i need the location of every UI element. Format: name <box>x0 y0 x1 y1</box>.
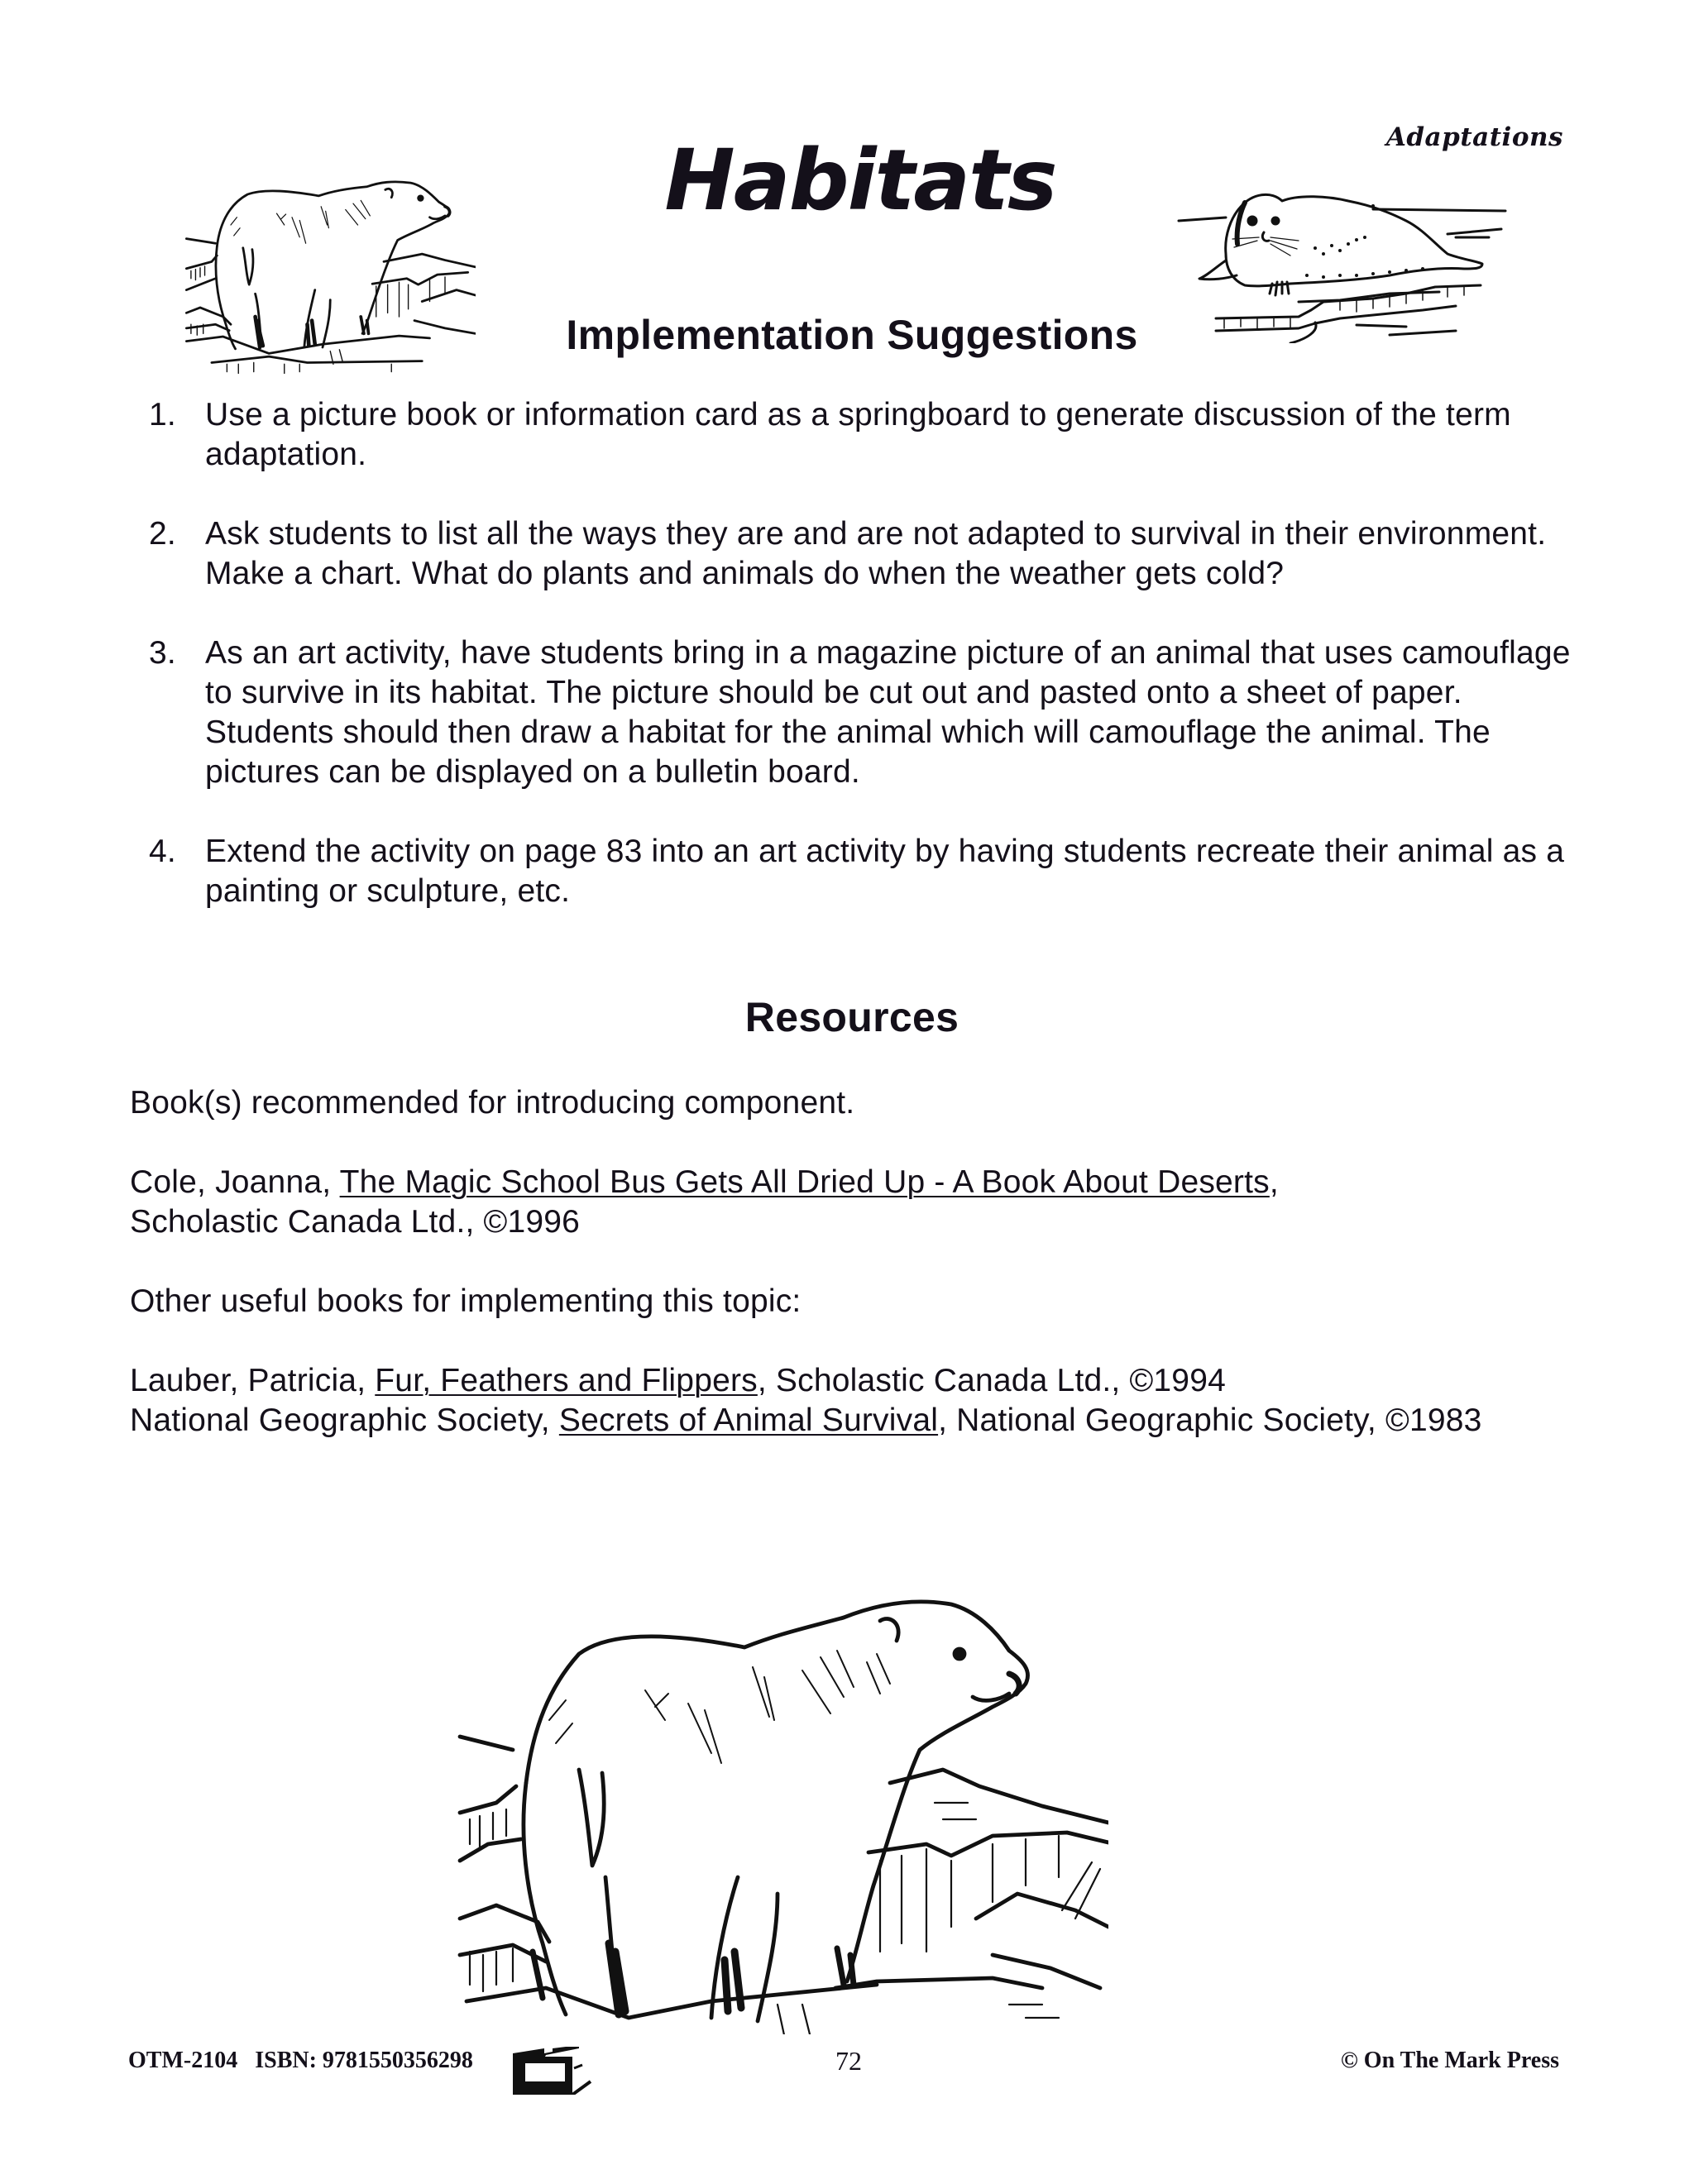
other-books-list <box>130 1361 1586 1441</box>
implementation-list <box>149 395 1572 951</box>
polar-bear-large-illustration <box>447 1571 1108 2034</box>
publisher-credit: © On The Mark Press <box>1340 2048 1559 2073</box>
citation-punct: , <box>1269 1164 1279 1200</box>
citation-publisher: Scholastic Canada Ltd., ©1996 <box>130 1204 581 1240</box>
resources-section <box>130 1083 1586 1480</box>
citation-title: Secrets of Animal Survival <box>558 1403 939 1438</box>
section-tag: Adaptations <box>1385 122 1563 152</box>
footer-product-info <box>128 2049 473 2072</box>
page-title: Habitats <box>664 131 1056 230</box>
recommended-book-citation <box>130 1163 1586 1242</box>
citation-rest: , National Geographic Society, ©1983 <box>938 1403 1482 1438</box>
list-item-text: Extend the activity on page 83 into an art activity by having students recreate their animal as a painting or sculpture, etc. <box>205 834 1565 909</box>
list-item-text: As an art activity, have students bring in a magazine picture of an animal that uses camouflage to survive in its habitat. The picture should be cut out and pasted onto a sheet of paper. Students should then draw a habitat for the animal which will camouflage the animal. The pictures can be displayed on a bulletin board. <box>205 635 1571 790</box>
isbn: ISBN: 9781550356298 <box>255 2048 473 2073</box>
resources-intro: Book(s) recommended for introducing component. <box>130 1085 855 1121</box>
page-number: 72 <box>835 2046 862 2076</box>
implementation-heading: Implementation Suggestions <box>566 312 1138 358</box>
citation-author: Cole, Joanna, <box>130 1164 340 1200</box>
citation-rest: , Scholastic Canada Ltd., ©1994 <box>757 1363 1226 1398</box>
list-item <box>149 633 1572 792</box>
list-item <box>149 395 1572 475</box>
other-books-intro: Other useful books for implementing this topic: <box>130 1283 802 1319</box>
product-code: OTM-2104 <box>128 2048 238 2073</box>
resources-heading: Resources <box>744 994 959 1040</box>
list-item-text: Ask students to list all the ways they are and are not adapted to survival in their environment. Make a chart. What do plants and animals do when the weather gets cold? <box>205 516 1547 591</box>
list-item-number: 1. <box>149 397 176 432</box>
citation-author: Lauber, Patricia, <box>130 1363 376 1398</box>
citation-author: National Geographic Society, <box>130 1403 559 1438</box>
citation-title: Fur, Feathers and Flippers <box>375 1363 758 1398</box>
list-item <box>149 832 1572 911</box>
list-item <box>149 514 1572 594</box>
citation-title: The Magic School Bus Gets All Dried Up - A Book About Deserts <box>339 1164 1270 1200</box>
list-item-number: 4. <box>149 834 176 869</box>
list-item-text: Use a picture book or information card as a springboard to generate discussion of the term adaptation. <box>205 397 1511 472</box>
photocopier-icon <box>511 2047 602 2095</box>
list-item-number: 3. <box>149 635 176 671</box>
list-item-number: 2. <box>149 516 176 552</box>
